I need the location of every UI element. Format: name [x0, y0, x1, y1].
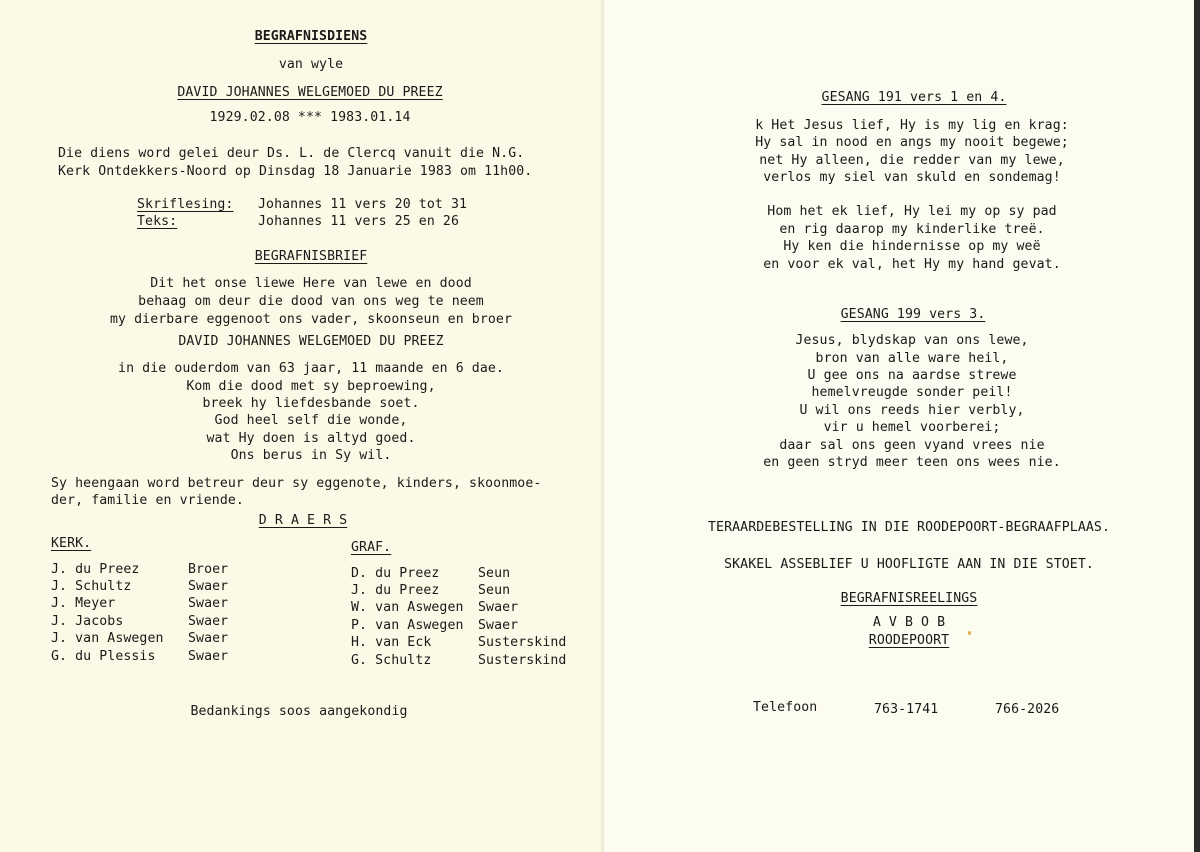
graf-bearer-relation: Seun	[478, 566, 511, 581]
graf-bearer-name: P. van Aswegen	[351, 618, 464, 633]
graf-label: GRAF.	[351, 540, 392, 555]
mourn-line-1: Sy heengaan word betreur deur sy eggenote, kinders, skoonmoe-	[51, 476, 542, 491]
graf-bearer-name: H. van Eck	[351, 635, 432, 650]
phone-number-2: 766-2026	[995, 702, 1060, 717]
poem-line: wat Hy doen is altyd goed.	[206, 431, 416, 446]
gesang-199-line: hemelvreugde sonder peil!	[811, 385, 1013, 400]
kerk-label: KERK.	[51, 536, 92, 551]
kerk-bearer-name: J. du Preez	[51, 562, 140, 577]
phone-number-1: 763-1741	[874, 702, 939, 717]
kerk-bearer-relation: Swaer	[188, 649, 229, 664]
teraarde-line: TERAARDEBESTELLING IN DIE ROODEPOORT-BEGRAAFPLAAS.	[708, 520, 1110, 535]
kerk-bearer-relation: Broer	[188, 562, 229, 577]
ink-speck	[968, 631, 971, 635]
kerk-bearer-relation: Swaer	[188, 596, 229, 611]
telefoon-label: Telefoon	[753, 700, 818, 715]
kerk-bearer-name: J. Jacobs	[51, 614, 124, 629]
gesang-199-line: U gee ons na aardse strewe	[807, 368, 1017, 383]
kerk-bearer-relation: Swaer	[188, 579, 229, 594]
kerk-bearer-relation: Swaer	[188, 614, 229, 629]
graf-bearer-relation: Seun	[478, 583, 511, 598]
graf-bearer-relation: Swaer	[478, 618, 519, 633]
kerk-bearer-name: J. Schultz	[51, 579, 132, 594]
brief-line: behaag om deur die dood van ons weg te neem	[138, 294, 484, 309]
gesang-199-line: en geen stryd meer teen ons wees nie.	[763, 455, 1061, 470]
age-line: in die ouderdom van 63 jaar, 11 maande en 6 dae.	[118, 361, 504, 376]
gesang-191-line: Hy sal in nood en angs my nooit begewe;	[755, 135, 1069, 150]
teks-value: Johannes 11 vers 25 en 26	[258, 214, 459, 229]
service-title: BEGRAFNISDIENS	[254, 29, 368, 44]
avbob-name: A V B O B	[872, 615, 946, 630]
gesang-191-line: verlos my siel van skuld en sondemag!	[763, 170, 1061, 185]
gesang-199-title: GESANG 199 vers 3.	[840, 307, 986, 322]
kerk-bearer-name: G. du Plessis	[51, 649, 156, 664]
graf-bearer-name: G. Schultz	[351, 653, 432, 668]
headlights-line: SKAKEL ASSEBLIEF U HOOFLIGTE AAN IN DIE STOET.	[724, 557, 1094, 572]
kerk-bearer-relation: Swaer	[188, 631, 229, 646]
gesang-199-line: Jesus, blydskap van ons lewe,	[795, 333, 1029, 348]
gesang-191-title: GESANG 191 vers 1 en 4.	[821, 90, 1007, 105]
brief-name: DAVID JOHANNES WELGEMOED DU PREEZ	[178, 334, 444, 349]
graf-bearer-relation: Susterskind	[478, 635, 567, 650]
service-line-1: Die diens word gelei deur Ds. L. de Clercq vanuit die N.G.	[58, 146, 525, 161]
gesang-191-line: en voor ek val, het Hy my hand gevat.	[763, 257, 1061, 272]
poem-line: breek hy liefdesbande soet.	[202, 396, 420, 411]
life-dates: 1929.02.08 *** 1983.01.14	[209, 110, 411, 125]
page-fold	[601, 0, 604, 852]
skriflesing-label: Skriflesing:	[137, 197, 234, 212]
gesang-191-line: k Het Jesus lief, Hy is my lig en krag:	[755, 118, 1069, 133]
graf-bearer-relation: Swaer	[478, 600, 519, 615]
gesang-191-line: Hom het ek lief, Hy lei my op sy pad	[767, 204, 1057, 219]
gesang-191-line: en rig daarop my kinderlike treë.	[779, 222, 1045, 237]
graf-bearer-relation: Susterskind	[478, 653, 567, 668]
service-line-2: Kerk Ontdekkers-Noord op Dinsdag 18 Januarie 1983 om 11h00.	[58, 164, 533, 179]
scan-edge	[1194, 0, 1200, 852]
graf-bearer-name: W. van Aswegen	[351, 600, 464, 615]
skriflesing-value: Johannes 11 vers 20 tot 31	[258, 197, 468, 212]
van-wyle: van wyle	[278, 57, 344, 72]
gesang-191-line: net Hy alleen, die redder van my lewe,	[759, 153, 1065, 168]
graf-bearer-name: J. du Preez	[351, 583, 440, 598]
bedankings-note: Bedankings soos aangekondig	[190, 704, 408, 719]
graf-bearer-name: D. du Preez	[351, 566, 440, 581]
draers-title: D R A E R S	[258, 513, 348, 528]
poem-line: Kom die dood met sy beproewing,	[186, 379, 436, 394]
mourn-line-2: der, familie en vriende.	[51, 493, 244, 508]
gesang-199-line: U wil ons reeds hier verbly,	[799, 403, 1025, 418]
brief-line: Dit het onse liewe Here van lewe en dood	[150, 276, 472, 291]
poem-line: God heel self die wonde,	[214, 413, 408, 428]
kerk-bearer-name: J. Meyer	[51, 596, 116, 611]
roodepoort-name: ROODEPOORT	[868, 633, 950, 648]
gesang-199-line: daar sal ons geen vyand vrees nie	[779, 438, 1045, 453]
teks-label: Teks:	[137, 214, 178, 229]
deceased-name: DAVID JOHANNES WELGEMOED DU PREEZ	[177, 85, 443, 100]
brief-line: my dierbare eggenoot ons vader, skoonseun en broer	[110, 312, 512, 327]
kerk-bearer-name: J. van Aswegen	[51, 631, 164, 646]
brief-title: BEGRAFNISBRIEF	[254, 249, 368, 264]
gesang-199-line: bron van alle ware heil,	[815, 351, 1009, 366]
reelings-title: BEGRAFNISREELINGS	[840, 591, 978, 606]
gesang-191-line: Hy ken die hindernisse op my weë	[783, 239, 1041, 254]
poem-line: Ons berus in Sy wil.	[230, 448, 392, 463]
gesang-199-line: vir u hemel voorberei;	[823, 420, 1001, 435]
